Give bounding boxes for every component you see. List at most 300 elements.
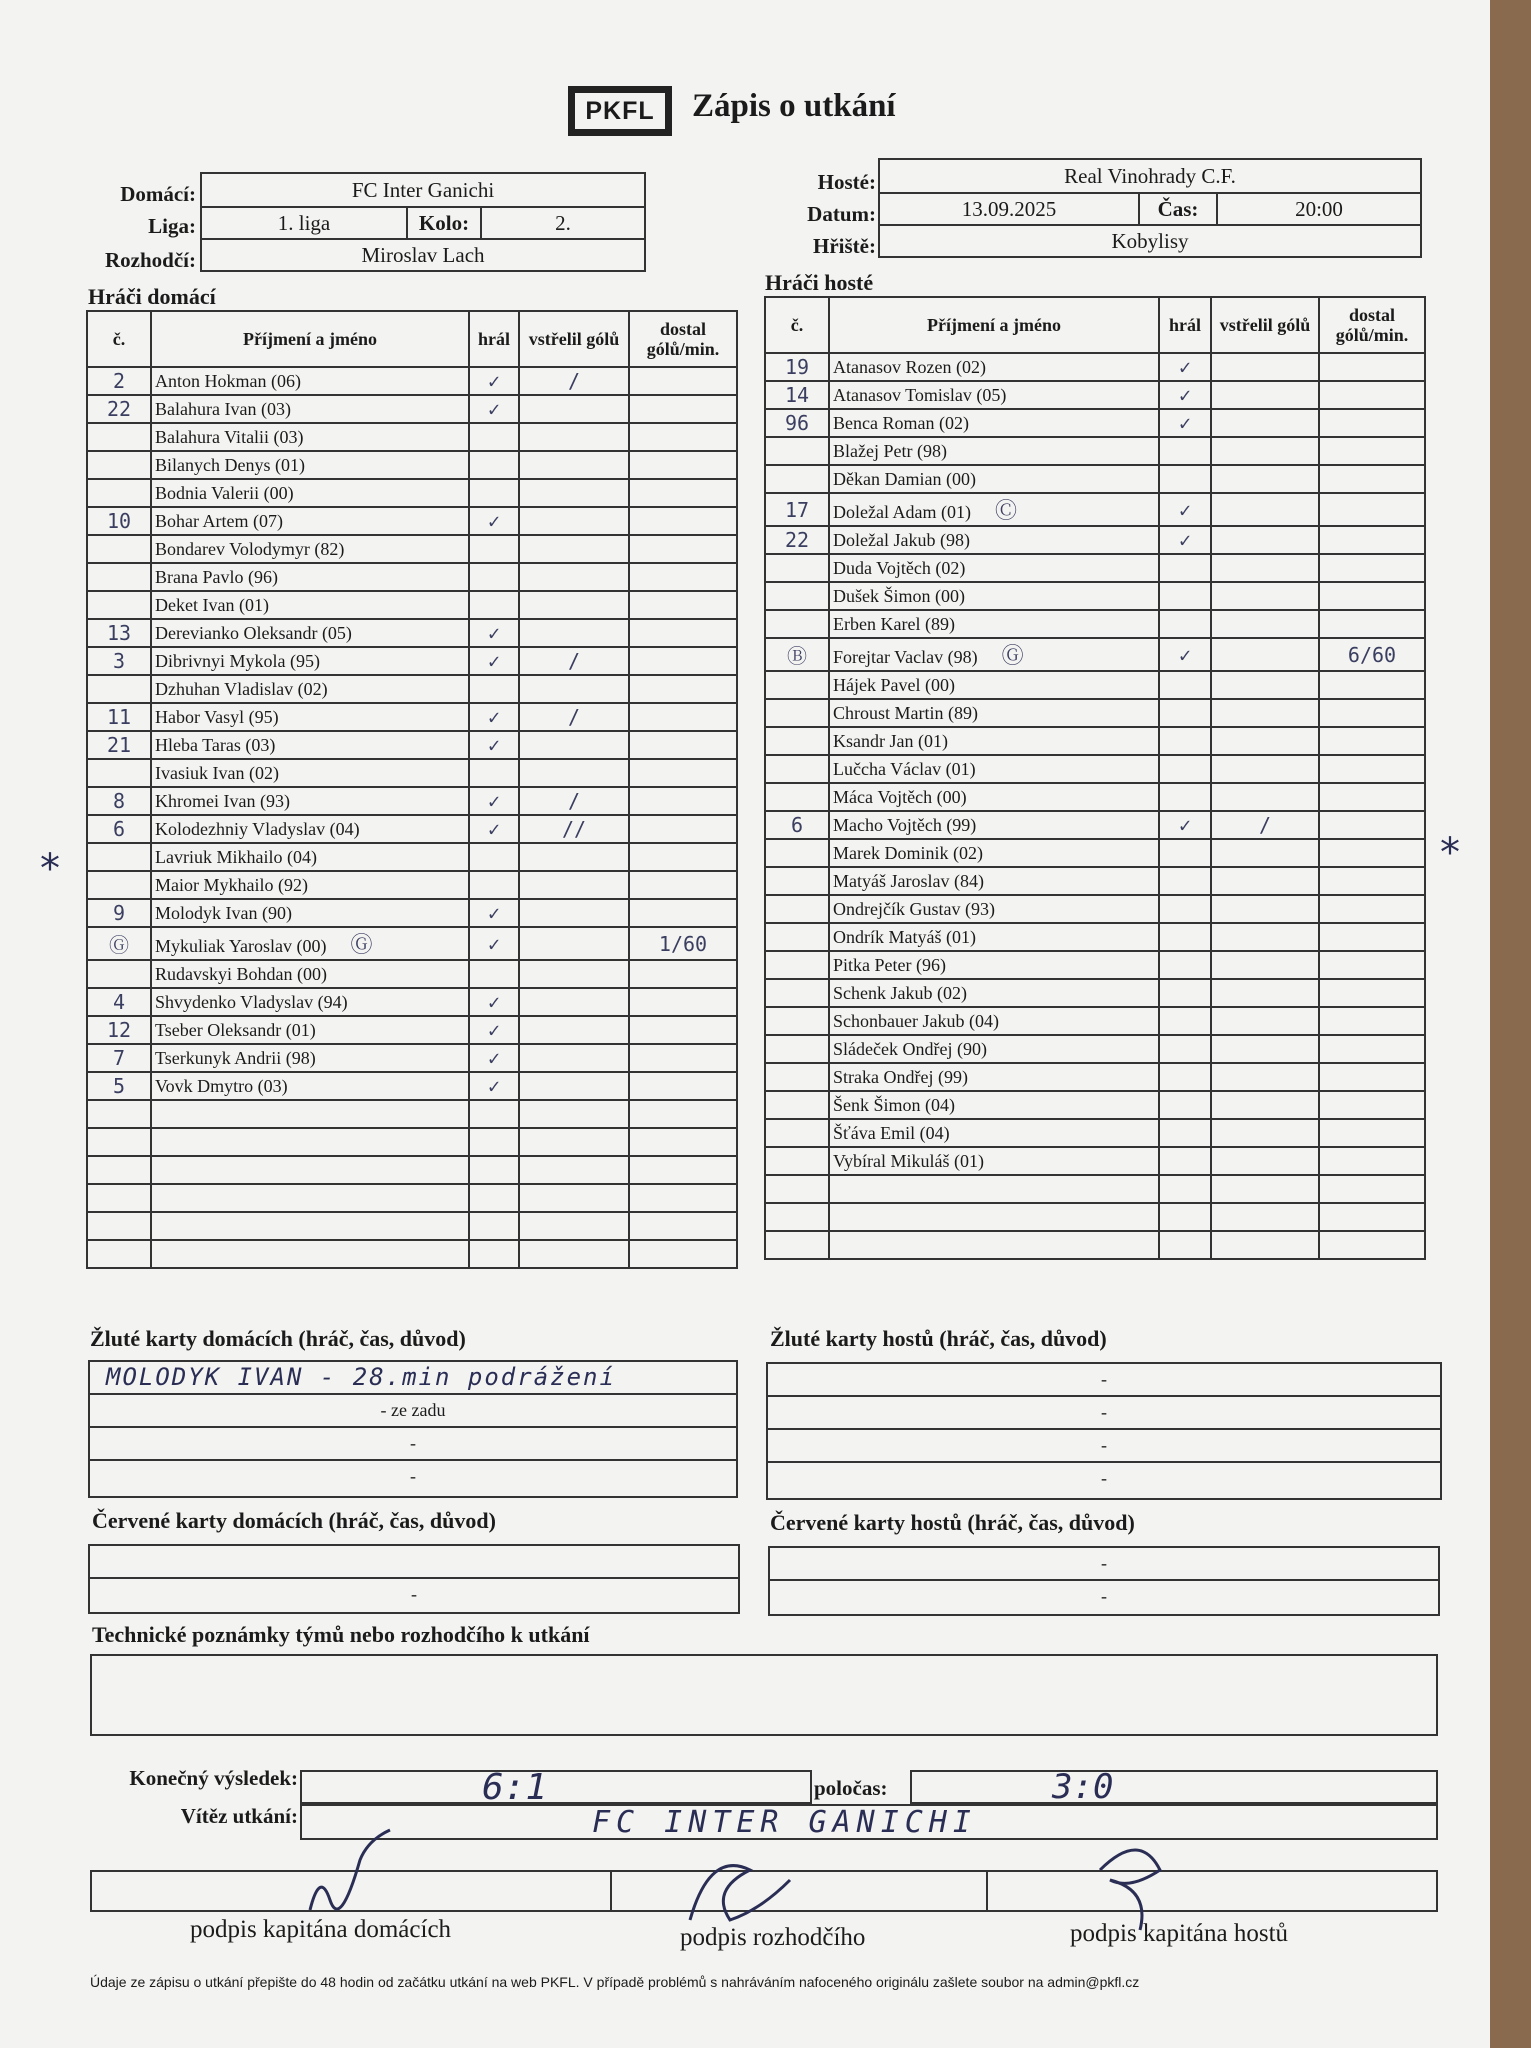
home-player-row: [87, 479, 737, 507]
player-number: 2: [87, 367, 151, 395]
goals-mark: [1211, 895, 1319, 923]
goals-mark: [519, 960, 629, 988]
col-num-header: č.: [765, 297, 829, 353]
goals-mark: [519, 451, 629, 479]
played-mark: ✓: [1159, 353, 1211, 381]
conceded-mark: [629, 1016, 737, 1044]
away-player-row: [765, 409, 1425, 437]
player-name: Vovk Dmytro (03): [151, 1072, 469, 1100]
player-number: 22: [765, 526, 829, 554]
away-player-row: [765, 582, 1425, 610]
player-name: Dibrivnyi Mykola (95): [151, 647, 469, 675]
player-number: [765, 839, 829, 867]
player-name: [151, 1184, 469, 1212]
player-number: [87, 960, 151, 988]
player-note: Ⓖ: [350, 933, 373, 958]
away-yellow-cards-box: [766, 1362, 1442, 1500]
goals-mark: [519, 423, 629, 451]
player-note: Ⓒ: [994, 499, 1017, 524]
conceded-mark: [629, 591, 737, 619]
conceded-mark: [629, 960, 737, 988]
home-player-row: [87, 871, 737, 899]
player-name: Šťáva Emil (04): [829, 1119, 1159, 1147]
player-number: [765, 1035, 829, 1063]
player-number: [765, 1063, 829, 1091]
player-name: Chroust Martin (89): [829, 699, 1159, 727]
played-mark: [1159, 1147, 1211, 1175]
referee-value: Miroslav Lach: [361, 242, 485, 267]
played-mark: ✓: [1159, 409, 1211, 437]
date-field: [878, 192, 1140, 226]
player-number: [765, 727, 829, 755]
conceded-mark: [629, 759, 737, 787]
player-name: Hájek Pavel (00): [829, 671, 1159, 699]
away-player-row: [765, 979, 1425, 1007]
goals-mark: [519, 927, 629, 960]
goals-mark: [1211, 409, 1319, 437]
conceded-mark: [629, 988, 737, 1016]
conceded-mark: [1319, 582, 1425, 610]
conceded-mark: [1319, 755, 1425, 783]
player-name: Děkan Damian (00): [829, 465, 1159, 493]
conceded-mark: [629, 1128, 737, 1156]
home-player-row: [87, 843, 737, 871]
final-score-label: Konečný výsledek:: [129, 1766, 298, 1790]
away-yellow-title: Žluté karty hostů (hráč, čas, důvod): [770, 1326, 1107, 1351]
goals-mark: [519, 731, 629, 759]
player-name: Straka Ondřej (99): [829, 1063, 1159, 1091]
home-yellow-entry: MOLODYK IVAN - 28.min podrážení: [106, 1363, 616, 1391]
player-name: [829, 1231, 1159, 1259]
played-mark: [469, 479, 519, 507]
goals-mark: [1211, 867, 1319, 895]
played-mark: ✓: [469, 988, 519, 1016]
player-name: [151, 1212, 469, 1240]
goals-mark: /: [1211, 811, 1319, 839]
home-player-row: [87, 1156, 737, 1184]
player-number: [87, 479, 151, 507]
footer-note: Údaje ze zápisu o utkání přepište do 48 hodin od začátku utkání na web PKFL. V případě problémů s nahráváním nafoceného originálu zašlete soubor na admin@pkfl.cz: [90, 1974, 1140, 1990]
goals-mark: [1211, 1007, 1319, 1035]
played-mark: ✓: [469, 787, 519, 815]
goals-mark: [519, 759, 629, 787]
away-yellow-row: [768, 1364, 1440, 1397]
played-mark: [469, 535, 519, 563]
played-mark: [469, 675, 519, 703]
away-team-value: Real Vinohrady C.F.: [1064, 163, 1236, 188]
goals-mark: [1211, 979, 1319, 1007]
played-mark: [1159, 895, 1211, 923]
player-number: 4: [87, 988, 151, 1016]
player-name: Ondrejčík Gustav (93): [829, 895, 1159, 923]
home-player-row: [87, 815, 737, 843]
played-mark: ✓: [469, 507, 519, 535]
goals-mark: /: [519, 787, 629, 815]
final-score-value: 6:1: [482, 1766, 548, 1808]
player-number: [87, 423, 151, 451]
col-scored-header: vstřelil gólů: [519, 311, 629, 367]
home-yellow-title: Žluté karty domácích (hráč, čas, důvod): [90, 1326, 466, 1351]
played-mark: [469, 1128, 519, 1156]
conceded-mark: [1319, 1035, 1425, 1063]
home-captain-signature-label: podpis kapitána domácích: [190, 1916, 452, 1943]
goals-mark: [1211, 1091, 1319, 1119]
player-name: Tseber Oleksandr (01): [151, 1016, 469, 1044]
player-number: 14: [765, 381, 829, 409]
player-name: Anton Hokman (06): [151, 367, 469, 395]
goals-mark: [1211, 951, 1319, 979]
home-player-row: [87, 1044, 737, 1072]
goals-mark: [1211, 1203, 1319, 1231]
played-mark: [1159, 1007, 1211, 1035]
player-name: Shvydenko Vladyslav (94): [151, 988, 469, 1016]
player-number: [87, 1212, 151, 1240]
played-mark: ✓: [1159, 381, 1211, 409]
home-player-row: [87, 507, 737, 535]
referee-field: [200, 238, 646, 272]
player-number: Ⓖ: [87, 927, 151, 960]
away-player-row: [765, 699, 1425, 727]
player-number: [765, 1175, 829, 1203]
conceded-mark: [1319, 437, 1425, 465]
player-number: [765, 895, 829, 923]
played-mark: [469, 960, 519, 988]
player-number: [765, 554, 829, 582]
home-yellow-entry: -: [410, 1433, 416, 1453]
played-mark: [1159, 1063, 1211, 1091]
player-number: 12: [87, 1016, 151, 1044]
conceded-mark: [629, 535, 737, 563]
player-number: [765, 1091, 829, 1119]
halftime-value: 3:0: [1052, 1767, 1114, 1807]
player-number: [87, 1240, 151, 1268]
player-number: [765, 951, 829, 979]
home-team-field: [200, 172, 646, 208]
player-name: Doležal Jakub (98): [829, 526, 1159, 554]
home-player-row: [87, 703, 737, 731]
home-player-row: [87, 423, 737, 451]
goals-mark: /: [519, 367, 629, 395]
conceded-mark: [1319, 727, 1425, 755]
conceded-mark: [629, 1044, 737, 1072]
player-name: Lučcha Václav (01): [829, 755, 1159, 783]
away-player-row: [765, 1091, 1425, 1119]
home-player-row: [87, 988, 737, 1016]
goals-mark: [519, 395, 629, 423]
conceded-mark: [629, 1240, 737, 1268]
conceded-mark: [629, 843, 737, 871]
time-field: [1216, 192, 1422, 226]
away-player-row: [765, 839, 1425, 867]
home-player-row: [87, 367, 737, 395]
home-yellow-cards-box: [88, 1360, 738, 1498]
winner-label: Vítěz utkání:: [180, 1804, 298, 1828]
player-number: [765, 582, 829, 610]
home-player-row: [87, 1212, 737, 1240]
player-number: [765, 867, 829, 895]
home-red-entry: -: [411, 1584, 417, 1604]
player-name: Bodnia Valerii (00): [151, 479, 469, 507]
played-mark: ✓: [1159, 811, 1211, 839]
played-mark: [469, 423, 519, 451]
away-captain-signature-label: podpis kapitána hostů: [1070, 1920, 1289, 1947]
player-name: Atanasov Tomislav (05): [829, 381, 1159, 409]
home-players-title: Hráči domácí: [88, 284, 216, 309]
played-mark: ✓: [469, 647, 519, 675]
margin-mark-away: *: [1440, 830, 1460, 876]
pitch-value: Kobylisy: [1111, 228, 1189, 253]
player-number: [765, 1119, 829, 1147]
goals-mark: [519, 1100, 629, 1128]
home-yellow-row: [90, 1362, 736, 1395]
away-red-row: [770, 1581, 1438, 1614]
home-player-row: [87, 591, 737, 619]
away-player-row: [765, 671, 1425, 699]
goals-mark: //: [519, 815, 629, 843]
played-mark: [1159, 465, 1211, 493]
played-mark: ✓: [1159, 638, 1211, 671]
played-mark: [469, 1156, 519, 1184]
played-mark: [1159, 1231, 1211, 1259]
conceded-mark: [1319, 554, 1425, 582]
player-number: [87, 535, 151, 563]
goals-mark: [1211, 839, 1319, 867]
conceded-mark: [1319, 493, 1425, 526]
player-number: [765, 979, 829, 1007]
goals-mark: [519, 871, 629, 899]
conceded-mark: [629, 1184, 737, 1212]
goals-mark: [519, 675, 629, 703]
away-player-row: [765, 1119, 1425, 1147]
home-player-row: [87, 759, 737, 787]
player-number: [87, 1184, 151, 1212]
player-name: Macho Vojtěch (99): [829, 811, 1159, 839]
away-red-row: [770, 1548, 1438, 1581]
player-number: [765, 437, 829, 465]
player-name: Lavriuk Mikhailo (04): [151, 843, 469, 871]
away-players-table: [764, 296, 1426, 1260]
col-name-header: Příjmení a jméno: [829, 297, 1159, 353]
played-mark: [469, 451, 519, 479]
away-player-row: [765, 381, 1425, 409]
player-number: [765, 671, 829, 699]
player-name: Atanasov Rozen (02): [829, 353, 1159, 381]
margin-mark-home: *: [40, 846, 60, 892]
player-name: Schenk Jakub (02): [829, 979, 1159, 1007]
played-mark: ✓: [469, 815, 519, 843]
away-player-row: [765, 610, 1425, 638]
conceded-mark: [1319, 951, 1425, 979]
league-field: [200, 206, 408, 240]
conceded-mark: [629, 815, 737, 843]
home-player-row: [87, 451, 737, 479]
halftime-label: poločas:: [814, 1776, 888, 1800]
home-player-row: [87, 787, 737, 815]
player-number: [765, 1147, 829, 1175]
played-mark: ✓: [1159, 493, 1211, 526]
player-number: [765, 699, 829, 727]
goals-mark: [519, 563, 629, 591]
played-mark: [1159, 839, 1211, 867]
home-yellow-entry: -: [410, 1466, 416, 1486]
player-name: Ivasiuk Ivan (02): [151, 759, 469, 787]
played-mark: [1159, 671, 1211, 699]
home-player-row: [87, 1072, 737, 1100]
away-red-title: Červené karty hostů (hráč, čas, důvod): [770, 1510, 1135, 1535]
goals-mark: [519, 1156, 629, 1184]
player-number: 8: [87, 787, 151, 815]
player-number: 6: [765, 811, 829, 839]
conceded-mark: [629, 479, 737, 507]
player-number: 22: [87, 395, 151, 423]
away-player-row: [765, 1175, 1425, 1203]
conceded-mark: [629, 787, 737, 815]
home-player-row: [87, 1100, 737, 1128]
goals-mark: [1211, 1063, 1319, 1091]
played-mark: [1159, 1035, 1211, 1063]
conceded-mark: [1319, 839, 1425, 867]
player-name: [829, 1203, 1159, 1231]
conceded-mark: [629, 1212, 737, 1240]
conceded-mark: [1319, 867, 1425, 895]
conceded-mark: [629, 451, 737, 479]
player-name: [829, 1175, 1159, 1203]
away-player-row: [765, 727, 1425, 755]
player-name: Balahura Ivan (03): [151, 395, 469, 423]
player-number: 21: [87, 731, 151, 759]
away-yellow-entry: -: [1101, 1468, 1107, 1488]
home-player-row: [87, 675, 737, 703]
player-number: 17: [765, 493, 829, 526]
away-player-row: [765, 867, 1425, 895]
goals-mark: [519, 1184, 629, 1212]
home-yellow-row: [90, 1461, 736, 1494]
home-players-table: [86, 310, 738, 1269]
player-number: [765, 610, 829, 638]
conceded-mark: [1319, 1175, 1425, 1203]
league-value: 1. liga: [277, 210, 331, 235]
goals-mark: [519, 479, 629, 507]
away-yellow-entry: -: [1101, 1402, 1107, 1422]
player-number: 5: [87, 1072, 151, 1100]
played-mark: [469, 759, 519, 787]
conceded-mark: [629, 367, 737, 395]
round-field: [480, 206, 646, 240]
home-player-row: [87, 899, 737, 927]
player-number: [765, 923, 829, 951]
player-name: [151, 1156, 469, 1184]
player-name: [151, 1100, 469, 1128]
home-player-row: [87, 619, 737, 647]
date-label: Datum:: [807, 202, 876, 226]
goals-mark: [519, 843, 629, 871]
player-number: 7: [87, 1044, 151, 1072]
away-yellow-row: [768, 1463, 1440, 1496]
home-red-row: [90, 1546, 738, 1579]
away-player-row: [765, 1063, 1425, 1091]
played-mark: [469, 563, 519, 591]
away-player-row: [765, 1007, 1425, 1035]
player-number: 10: [87, 507, 151, 535]
played-mark: [1159, 979, 1211, 1007]
player-number: Ⓑ: [765, 638, 829, 671]
goals-mark: /: [519, 647, 629, 675]
home-player-row: [87, 563, 737, 591]
player-name: Schonbauer Jakub (04): [829, 1007, 1159, 1035]
player-name: Vybíral Mikuláš (01): [829, 1147, 1159, 1175]
player-name: Bilanych Denys (01): [151, 451, 469, 479]
col-conceded-header: dostal gólů/min.: [1319, 297, 1425, 353]
player-number: [765, 755, 829, 783]
goals-mark: [1211, 1147, 1319, 1175]
player-name: Bondarev Volodymyr (82): [151, 535, 469, 563]
home-player-row: [87, 1016, 737, 1044]
home-red-row: [90, 1579, 738, 1612]
goals-mark: [1211, 353, 1319, 381]
halftime-field: [910, 1767, 1438, 1807]
conceded-mark: [629, 507, 737, 535]
player-number: 96: [765, 409, 829, 437]
player-number: 13: [87, 619, 151, 647]
player-name: Doležal Adam (01) Ⓒ: [829, 493, 1159, 526]
goals-mark: [1211, 526, 1319, 554]
player-name: Balahura Vitalii (03): [151, 423, 469, 451]
page-title: Zápis o utkání: [692, 88, 896, 124]
goals-mark: [1211, 554, 1319, 582]
player-name: Mykuliak Yaroslav (00) Ⓖ: [151, 927, 469, 960]
home-label: Domácí:: [120, 182, 196, 206]
conceded-mark: [1319, 465, 1425, 493]
goals-mark: [1211, 1231, 1319, 1259]
goals-mark: /: [519, 703, 629, 731]
goals-mark: [519, 619, 629, 647]
played-mark: [469, 1100, 519, 1128]
player-number: [765, 1203, 829, 1231]
conceded-mark: [629, 675, 737, 703]
played-mark: ✓: [469, 367, 519, 395]
played-mark: ✓: [469, 1072, 519, 1100]
home-red-title: Červené karty domácích (hráč, čas, důvod): [92, 1508, 496, 1533]
goals-mark: [1211, 923, 1319, 951]
player-name: Duda Vojtěch (02): [829, 554, 1159, 582]
player-name: Kolodezhniy Vladyslav (04): [151, 815, 469, 843]
away-player-row: [765, 923, 1425, 951]
player-name: Šenk Šimon (04): [829, 1091, 1159, 1119]
away-player-row: [765, 1147, 1425, 1175]
player-name: Forejtar Vaclav (98) Ⓖ: [829, 638, 1159, 671]
conceded-mark: [1319, 610, 1425, 638]
goals-mark: [1211, 1119, 1319, 1147]
time-value: 20:00: [1295, 196, 1343, 221]
player-number: [765, 465, 829, 493]
away-yellow-entry: -: [1101, 1369, 1107, 1389]
away-yellow-entry: -: [1101, 1435, 1107, 1455]
away-player-row: [765, 783, 1425, 811]
goals-mark: [519, 899, 629, 927]
time-label: Čas:: [1157, 196, 1199, 221]
goals-mark: [519, 535, 629, 563]
player-name: Blažej Petr (98): [829, 437, 1159, 465]
away-red-cards-box: [768, 1546, 1440, 1616]
goals-mark: [519, 507, 629, 535]
goals-mark: [519, 1240, 629, 1268]
away-player-row: [765, 526, 1425, 554]
home-table-header-row: [87, 311, 737, 367]
player-name: Dzhuhan Vladislav (02): [151, 675, 469, 703]
away-player-row: [765, 638, 1425, 671]
home-yellow-row: [90, 1428, 736, 1461]
away-player-row: [765, 951, 1425, 979]
